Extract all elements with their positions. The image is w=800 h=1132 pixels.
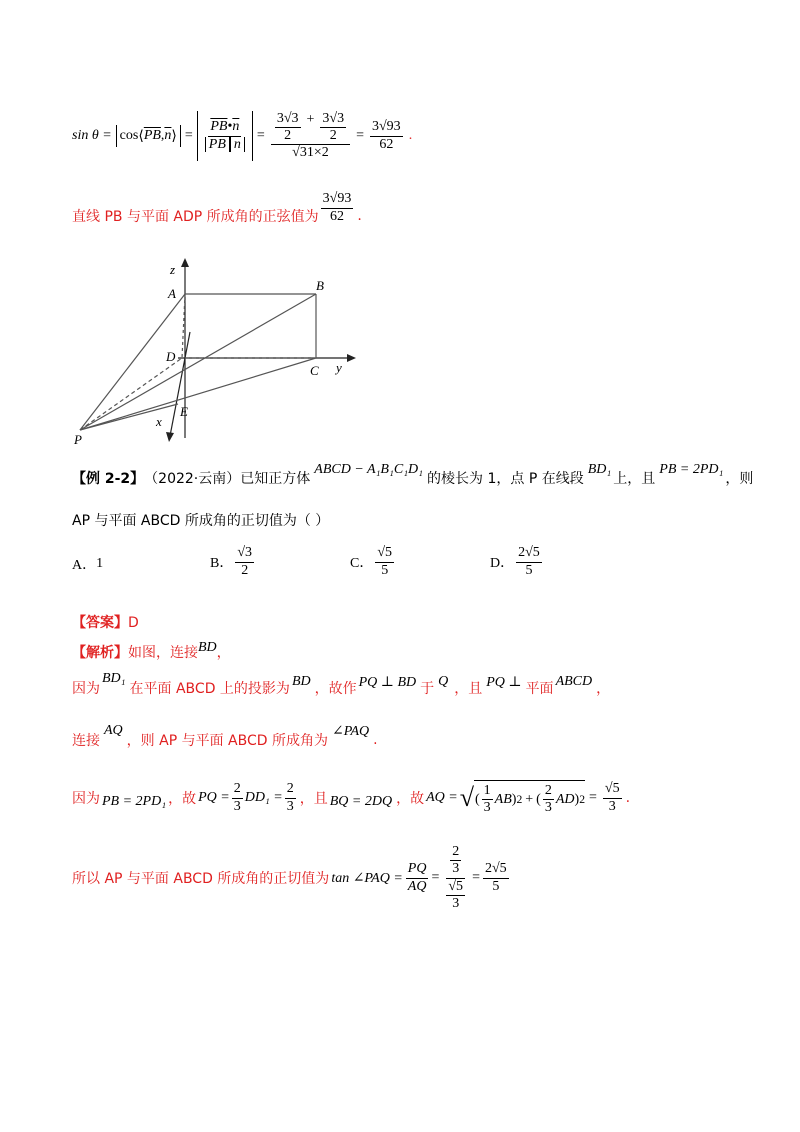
analysis-line-4: 因为 PB = 2PD₁ ，故 PQ = $\frac{2}{3}$ DD₁ = $\frac{2}{3}$ ，且 BQ = 2DQ ，故 AQ = √ ( $\frac{1}{3}$ AB ) 2 + ( $\frac{2}{3}$ AD ) 2 = $\frac{√5}{3}$ . [72, 781, 631, 815]
option-a[interactable]: A． 1 [72, 556, 104, 573]
edge-pc [80, 358, 316, 430]
edge-pd [80, 358, 182, 430]
label-z: z [170, 262, 176, 277]
conclusion-line: 直线 PB 与平面 ADP 所成角的正弦值为 $\frac{3√93}{62}$ . [72, 191, 362, 225]
y-arrow [347, 354, 356, 362]
label-y: y [336, 360, 342, 375]
sine-formula: sin θ = cos ⟨ $\overline{PB}$ , $\overline{n}$ ⟩ = $\frac{\overline{PB}•\overline{n}}{\overline{PB} \overline{n}}$ = $\frac{3√3}{2}$ + $\frac{3√3}{2}$ √31×2 = $\frac{3√93}{62}$ . [72, 110, 413, 161]
answer-line: 【答案】D [72, 615, 139, 631]
analysis-line-5: 所以 AP 与平面 ABCD 所成角的正切值为 tan ∠PAQ = $\frac{PQ}{AQ}$ = $\frac{\frac{2}{3}}{\frac{√5}{3}}$ = $\frac{2√5}{5}$ [72, 844, 507, 911]
option-c[interactable]: C． $\frac{√5}{5}$ [350, 545, 393, 578]
analysis-line-3: 连接 AQ ，则 AP 与平面 ABCD 所成角为 ∠PAQ . [72, 723, 378, 749]
cos-abs: cos ⟨ $\overline{PB}$ , $\overline{n}$ ⟩ [116, 125, 181, 147]
label-a: A [168, 286, 176, 301]
example-line-2: AP 与平面 ABCD 所成角的正切值为（ ） [72, 513, 330, 529]
label-b: B [316, 278, 324, 293]
label-c: C [310, 363, 319, 378]
z-arrow [181, 258, 189, 267]
example-line-1: 【例 2-2】 （2022·云南）已知正方体 ABCD − A₁B₁C₁D₁ 的棱长为 1，点 P 在线段 BD₁ 上，且 PB = 2PD₁ ，则 [72, 462, 754, 487]
edge-pb [80, 294, 316, 430]
sine-lhs: sin θ = [72, 128, 112, 143]
abs-fraction: $\frac{\overline{PB}•\overline{n}}{\overline{PB} \overline{n}}$ [197, 111, 253, 161]
option-b[interactable]: B． $\frac{√3}{2}$ [210, 545, 253, 578]
geometry-figure [70, 258, 370, 448]
big-fraction: $\frac{3√3}{2}$ + $\frac{3√3}{2}$ √31×2 [271, 111, 350, 161]
edge-pe [80, 404, 178, 430]
option-d[interactable]: D． $\frac{2√5}{5}$ [490, 545, 540, 578]
label-e: E [180, 404, 188, 419]
label-d: D [166, 349, 176, 364]
analysis-line-2: 因为 BD₁ 在平面 ABCD 上的投影为 BD ，故作 PQ ⊥ BD 于 Q ，且 PQ ⊥ 平面 ABCD ， [72, 671, 611, 697]
x-axis [170, 332, 190, 436]
label-p: P [74, 432, 82, 447]
label-x: x [156, 414, 162, 429]
x-arrow [166, 432, 174, 442]
analysis-line-1: 【解析】 如图，连接 BD ， [72, 640, 231, 661]
